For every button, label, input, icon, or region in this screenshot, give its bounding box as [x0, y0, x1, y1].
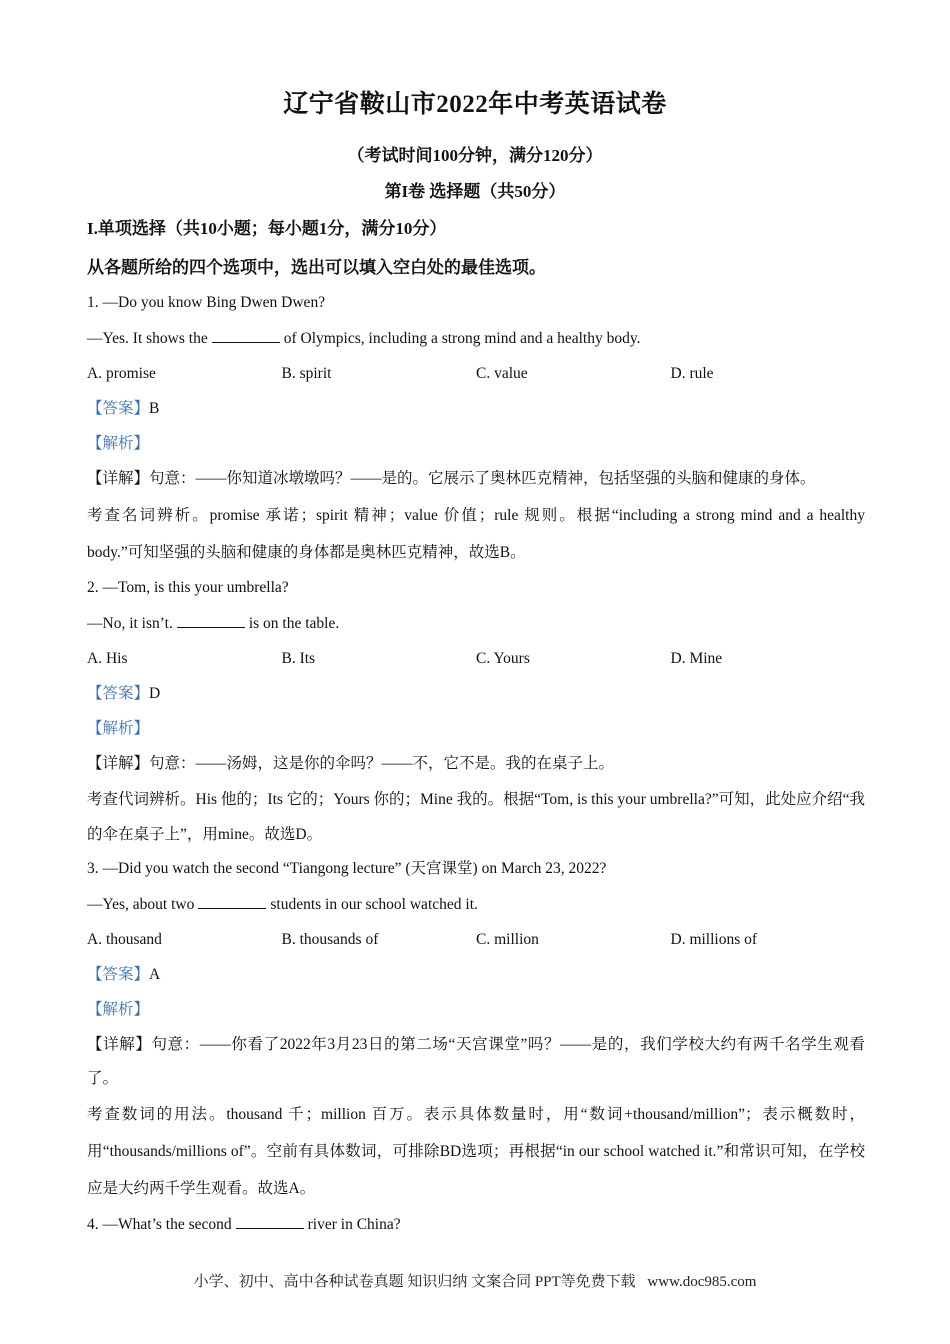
- option-b: B. spirit: [281, 365, 332, 382]
- question-3-detail: [87, 1028, 865, 1096]
- question-4: [87, 1207, 865, 1243]
- question-2: 2. —Tom, is this your umbrella?: [87, 579, 289, 596]
- option-c: C. million: [476, 931, 539, 948]
- question-1-answer: [87, 392, 865, 427]
- detail-text: 句意：——汤姆，这是你的伞吗？——不，它不是。我的在桌子上。: [149, 755, 615, 772]
- question-2-answer: [87, 677, 865, 712]
- answer-value: A: [149, 966, 161, 983]
- blank: [212, 328, 280, 343]
- option-d: D. Mine: [670, 650, 723, 667]
- page-title: 辽宁省鞍山市2022年中考英语试卷: [283, 91, 667, 118]
- answer-label: 【答案】: [87, 400, 150, 417]
- option-a: A. promise: [87, 365, 156, 382]
- option-a: A. thousand: [87, 931, 162, 948]
- option-c: C. value: [476, 365, 528, 382]
- blank: [236, 1214, 304, 1229]
- detail-label: 【详解】: [87, 1036, 152, 1053]
- option-b: B. thousands of: [281, 931, 379, 948]
- section-heading: I.单项选择（共10小题；每小题1分，满分10分）: [87, 219, 447, 238]
- answer-value: B: [149, 400, 160, 417]
- detail-label: 【详解】: [87, 470, 150, 487]
- question-4-pre: 4. —What’s the second: [87, 1216, 232, 1233]
- question-2-answer-post: is on the table.: [248, 615, 340, 632]
- question-2-answer-line: [87, 606, 865, 642]
- question-3-explanation: 考查数词的用法。thousand 千；million 百万。表示具体数量时，用“数词+thousand/million”；表示概数时，用“thousands/millions of”。空前有具体数词，可排除BD选项；再根据“in our school watched it.”和常识可知，在学校应是大约两千学生观看。故选A。: [87, 1106, 865, 1197]
- option-d: D. millions of: [670, 931, 758, 948]
- blank: [177, 613, 245, 628]
- question-3-answer: [87, 958, 865, 993]
- question-3-answer-pre: —Yes, about two: [87, 896, 195, 913]
- option-c: C. Yours: [476, 650, 530, 667]
- part-heading: 第I卷 选择题（共50分）: [384, 182, 566, 201]
- question-1-detail: [87, 462, 865, 497]
- exam-info: （考试时间100分钟，满分120分）: [347, 146, 603, 165]
- analysis-label: 【解析】: [87, 1001, 150, 1018]
- option-a: A. His: [87, 650, 128, 667]
- detail-text: 句意：——你看了2022年3月23日的第二场“天宫课堂”吗？——是的，我们学校大约有两千名学生观看了。: [87, 1036, 865, 1087]
- question-3-answer-line: [87, 887, 865, 923]
- question-4-post: river in China?: [307, 1216, 401, 1233]
- option-d: D. rule: [670, 365, 714, 382]
- answer-value: D: [149, 685, 161, 702]
- detail-text: 句意：——你知道冰墩墩吗？——是的。它展示了奥林匹克精神，包括坚强的头脑和健康的身体。: [149, 470, 816, 487]
- footer-site: www.doc985.com: [647, 1274, 757, 1290]
- question-1-options: [87, 357, 865, 392]
- question-1-analysis: [87, 427, 865, 462]
- question-1-explanation: 考查名词辨析。promise 承诺；spirit 精神；value 价值；rule 规则。根据“including a strong mind and a healthy body.”可知坚强的头脑和健康的身体都是奥林匹克精神，故选B。: [87, 507, 865, 561]
- question-3-answer-post: students in our school watched it.: [270, 896, 478, 913]
- option-b: B. Its: [281, 650, 316, 667]
- question-2-explanation: 考查代词辨析。His 他的；Its 它的；Yours 你的；Mine 我的。根据“Tom, is this your umbrella?”可知，此处应介绍“我的伞在桌子上”，用mine。故选D。: [87, 791, 865, 843]
- detail-label: 【详解】: [87, 755, 150, 772]
- answer-label: 【答案】: [87, 685, 150, 702]
- analysis-label: 【解析】: [87, 720, 150, 737]
- analysis-label: 【解析】: [87, 435, 150, 452]
- question-1-answer-line: [87, 321, 865, 357]
- question-1-answer-post: of Olympics, including a strong mind and a healthy body.: [283, 330, 641, 347]
- question-2-answer-pre: —No, it isn’t.: [87, 615, 173, 632]
- section-instruction: 从各题所给的四个选项中，选出可以填入空白处的最佳选项。: [87, 258, 546, 277]
- exam-content: [87, 212, 865, 1243]
- question-3-options: [87, 923, 865, 958]
- question-1: 1. —Do you know Bing Dwen Dwen?: [87, 294, 326, 311]
- footer-text: 小学、初中、高中各种试卷真题 知识归纳 文案合同 PPT等免费下载: [193, 1274, 636, 1290]
- question-3-analysis: [87, 993, 865, 1028]
- answer-label: 【答案】: [87, 966, 150, 983]
- question-2-analysis: [87, 712, 865, 747]
- question-1-answer-pre: —Yes. It shows the: [87, 330, 208, 347]
- question-3: 3. —Did you watch the second “Tiangong lecture” (天宫课堂) on March 23, 2022?: [87, 860, 607, 877]
- question-2-detail: [87, 747, 865, 782]
- page-footer: [0, 1270, 950, 1291]
- blank: [198, 894, 266, 909]
- question-2-options: [87, 642, 865, 677]
